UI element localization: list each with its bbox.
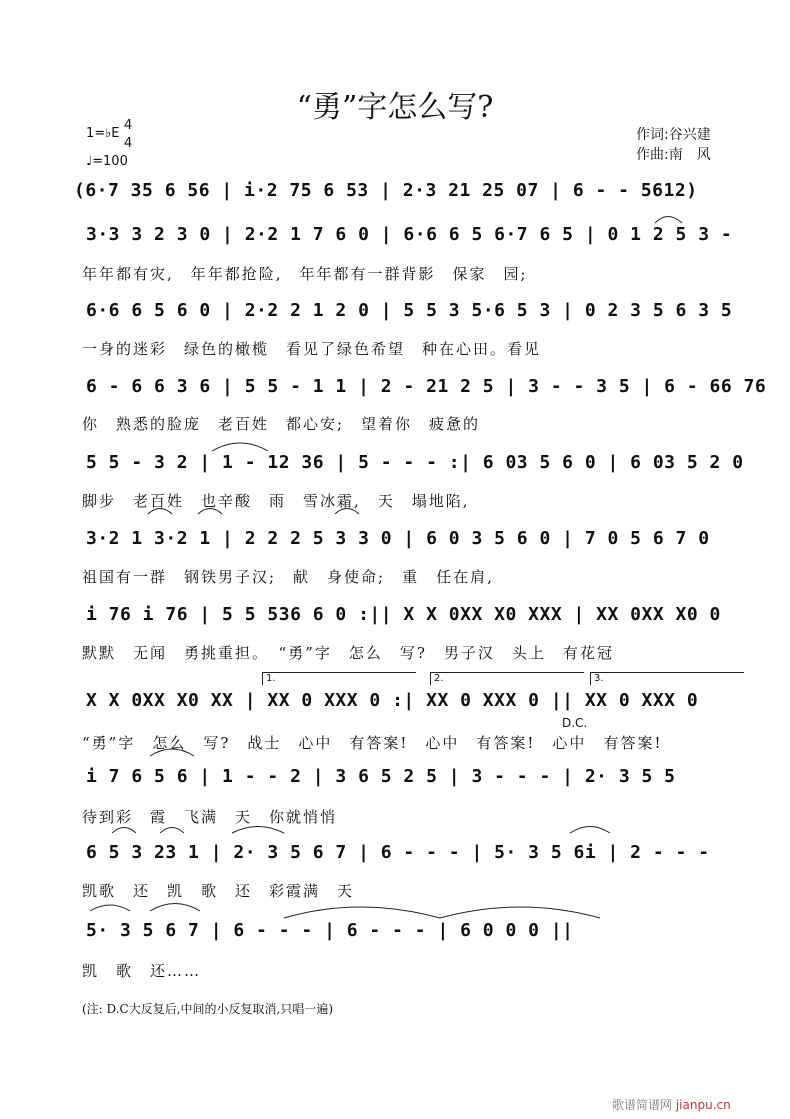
watermark-url: jianpu.cn: [675, 1098, 731, 1112]
volta-1: 1.: [262, 672, 416, 685]
watermark: [612, 1096, 731, 1113]
music-line: 3·2 1 3·2 1 | 2 2 2 5 3 3 0 | 6 0 3 5 6 0 | 7 0 5 6 7 0: [86, 528, 710, 549]
lyric-line: 默默 无闻 勇挑重担。 “勇”字 怎么 写? 男子汉 头上 有花冠: [82, 644, 614, 662]
dc-marking: D.C.: [562, 716, 588, 730]
tempo-marking: ♩=100: [86, 154, 128, 169]
slur: [655, 217, 682, 224]
slur: [150, 749, 194, 756]
lyric-line: 一身的迷彩 绿色的橄榄 看见了绿色希望 种在心田。看见: [82, 340, 542, 358]
page-title: “勇”字怎么写?: [296, 90, 494, 125]
music-line: i 7 6 5 6 | 1 - - 2 | 3 6 5 2 5 | 3 - - - | 2· 3 5 5: [86, 766, 676, 787]
slur: [212, 443, 268, 451]
slur: [112, 828, 136, 834]
time-signature-top: 4: [124, 118, 133, 133]
slur: [198, 509, 222, 515]
slur: [150, 904, 200, 912]
slur: [90, 905, 130, 911]
slur: [440, 907, 600, 918]
lyric-line: 凯歌 还 凯 歌 还 彩霞满 天: [82, 882, 355, 900]
lyric-line: “勇”字 怎么 写? 战士 心中 有答案! 心中 有答案! 心中 有答案!: [82, 734, 663, 752]
lyric-line: 年年都有灾, 年年都抢险, 年年都有一群背影 保家 园;: [82, 265, 528, 283]
slur: [335, 509, 359, 515]
music-line: i 76 i 76 | 5 5 536 6 0 :|| X X 0XX X0 XXX | XX 0XX X0 0: [86, 604, 721, 625]
lyric-line: 祖国有一群 钢铁男子汉; 献 身使命; 重 任在肩,: [82, 568, 494, 586]
lyric-line: 待到彩 霞 飞满 天 你就悄悄: [82, 808, 338, 826]
music-line: 6 - 6 6 3 6 | 5 5 - 1 1 | 2 - 21 2 5 | 3 - - 3 5 | 6 - 66 76: [86, 376, 767, 397]
music-line: X X 0XX X0 XX | XX 0 XXX 0 :| XX 0 XXX 0 || XX 0 XXX 0: [86, 690, 699, 711]
slur: [570, 827, 610, 834]
music-line: 5· 3 5 6 7 | 6 - - - | 6 - - - | 6 0 0 0 ||: [86, 920, 574, 941]
composer-credit: 作曲:南 风: [636, 147, 711, 163]
slur: [160, 828, 184, 834]
volta-3: 3.: [590, 672, 744, 685]
lyric-line: 你 熟悉的脸庞 老百姓 都心安; 望着你 疲惫的: [82, 415, 481, 433]
slur: [232, 827, 284, 834]
slur: [148, 509, 172, 515]
footnote: (注: D.C大反复后,中间的小反复取消,只唱一遍): [82, 1002, 334, 1016]
music-line: 3·3 3 2 3 0 | 2·2 1 7 6 0 | 6·6 6 5 6·7 6 5 | 0 1 2 5 3 -: [86, 224, 733, 245]
lyric-line: 凯 歌 还……: [82, 962, 202, 980]
music-line: 6 5 3 23 1 | 2· 3 5 6 7 | 6 - - - | 5· 3 5 6i | 2 - - -: [86, 842, 710, 863]
key-signature: 1=♭E: [86, 126, 120, 141]
watermark-site: 歌谱简谱网: [612, 1098, 673, 1112]
lyric-line: 脚步 老百姓 也辛酸 雨 雪冰霜, 天 塌地陷,: [82, 492, 470, 510]
music-line: (6·7 35 6 56 | i·2 75 6 53 | 2·3 21 25 07 | 6 - - 5612): [74, 180, 698, 201]
slur: [284, 907, 440, 918]
time-signature-bottom: 4: [124, 136, 133, 151]
lyricist-credit: 作词:谷兴建: [636, 127, 711, 143]
music-line: 6·6 6 5 6 0 | 2·2 2 1 2 0 | 5 5 3 5·6 5 3 | 0 2 3 5 6 3 5: [86, 300, 733, 321]
music-line: 5 5 - 3 2 | 1 - 12 36 | 5 - - - :| 6 03 5 6 0 | 6 03 5 2 0: [86, 452, 744, 473]
volta-2: 2.: [430, 672, 584, 685]
